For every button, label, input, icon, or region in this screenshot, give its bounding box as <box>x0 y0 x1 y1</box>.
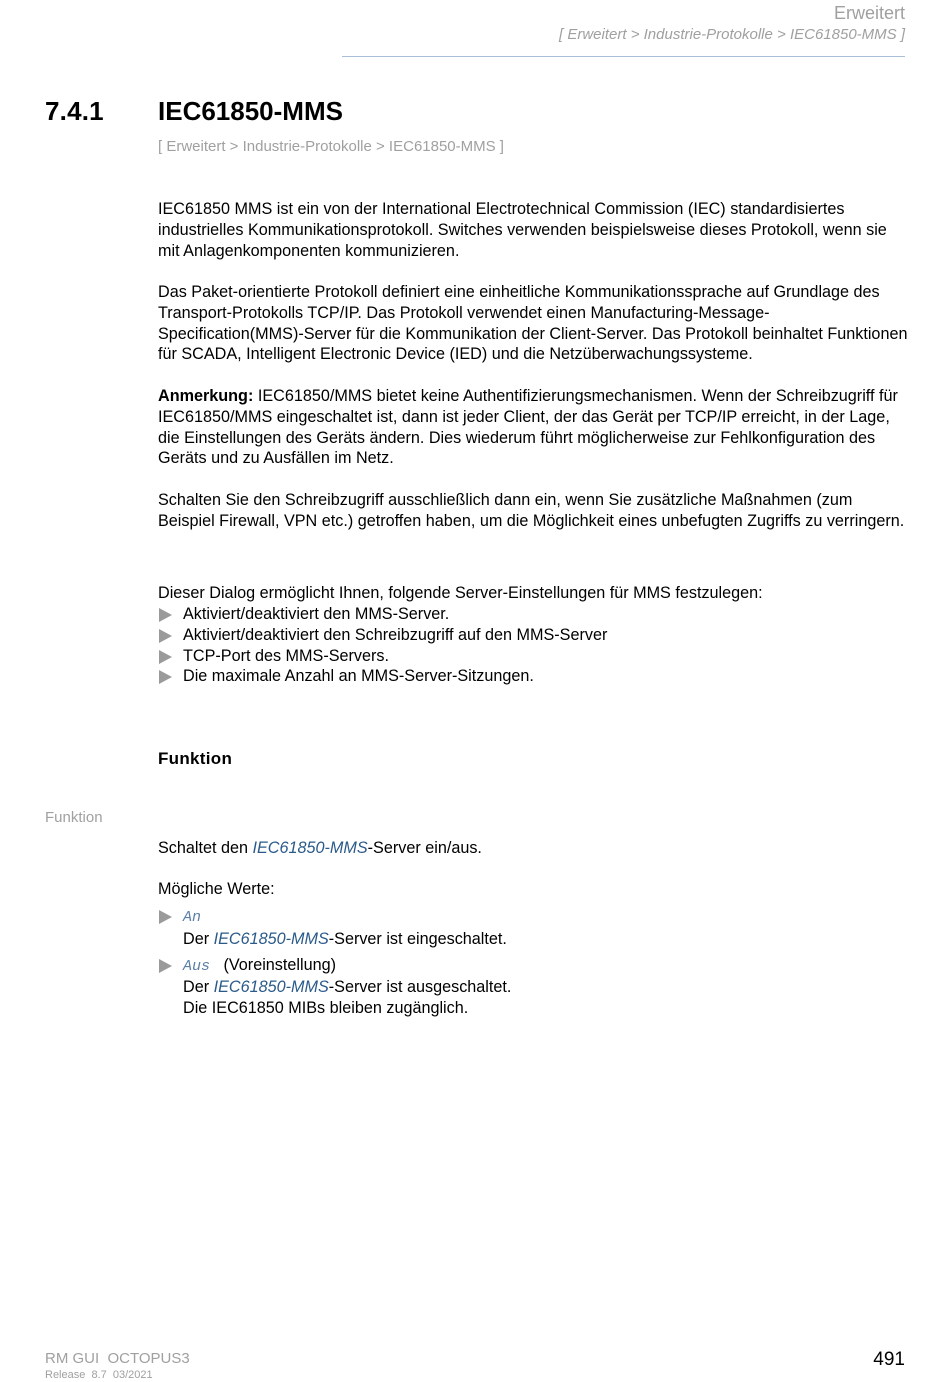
settings-list <box>158 604 908 687</box>
section-title: IEC61850-MMS <box>158 96 343 126</box>
value-name: An <box>183 909 202 926</box>
param-reference[interactable]: IEC61850-MMS <box>252 839 368 857</box>
bullet-triangle-icon <box>159 608 172 622</box>
write-access-paragraph: Schalten Sie den Schreibzugriff ausschließlich dann ein, wenn Sie zusätzliche Maßnahmen (zum Beispiel Firewall, VPN etc.) getroffen haben, um die Möglichkeit eines unbefugten Zugriffs zu verringern. <box>158 491 905 530</box>
dialog-paragraph: Dieser Dialog ermöglicht Ihnen, folgende Server-Einstellungen für MMS festzulegen: <box>158 584 763 602</box>
bullet-triangle-icon <box>159 629 172 643</box>
param-reference[interactable]: IEC61850-MMS <box>213 978 329 997</box>
intro-paragraph: IEC61850 MMS ist ein von der International Electrotechnical Commission (IEC) standardisiertes industrielles Kommunikationsprotokoll. Switches verwenden beispielsweise dieses Protokoll, wenn sie mit Anlagenkomponenten kommunizieren. <box>158 200 887 260</box>
list-item <box>158 625 908 646</box>
protocol-paragraph: Das Paket-orientierte Protokoll definiert eine einheitliche Kommunikationssprache auf Grundlage des Transport-Protokolls TCP/IP. Das Protokoll verwendet einen Manufacturing-Message-Specification(MMS)-Server für die Kommunikation der Client-Server. Das Protokoll beinhaltet Funktionen für SCADA, Intelligent Electronic Device (IED) und die Netzüberwachungssysteme. <box>158 283 908 364</box>
section-number: 7.4.1 <box>45 96 104 126</box>
list-item <box>158 646 908 667</box>
value-desc-pre: Der <box>183 978 214 997</box>
bullet-triangle-icon <box>159 959 172 973</box>
header-divider <box>342 56 905 57</box>
list-item-text: Die maximale Anzahl an MMS-Server-Sitzungen. <box>183 667 534 686</box>
desc-pre: Schaltet den <box>158 839 253 857</box>
footer-release: Release 8.7 03/2021 <box>45 1369 153 1381</box>
bullet-triangle-icon <box>159 650 172 664</box>
bullet-triangle-icon <box>159 910 172 924</box>
value-desc-post: -Server ist ausgeschaltet. <box>328 978 512 997</box>
value-item-aus <box>158 955 908 1019</box>
funktion-margin-label: Funktion <box>45 809 103 826</box>
note-paragraph <box>158 386 908 469</box>
values-list <box>158 906 908 1019</box>
value-desc-post: -Server ist eingeschaltet. <box>328 929 507 948</box>
desc-post: -Server ein/aus. <box>367 839 482 857</box>
param-reference[interactable]: IEC61850-MMS <box>213 929 329 948</box>
list-item-text: Aktiviert/deaktiviert den MMS-Server. <box>183 605 450 623</box>
list-item-text: TCP-Port des MMS-Servers. <box>183 646 389 665</box>
list-item <box>158 604 908 625</box>
bullet-triangle-icon <box>159 670 172 684</box>
value-default-note: (Voreinstellung) <box>223 955 336 974</box>
footer-product: RM GUI OCTOPUS3 <box>45 1350 190 1367</box>
list-item <box>158 666 908 687</box>
value-name: Aus <box>183 957 211 975</box>
value-desc-pre: Der <box>183 929 214 948</box>
funktion-heading: Funktion <box>158 749 233 768</box>
list-item-text: Aktiviert/deaktiviert den Schreibzugriff auf den MMS-Server <box>183 625 608 644</box>
section-breadcrumb: [ Erweitert > Industrie-Protokolle > IEC61850-MMS ] <box>158 138 504 155</box>
values-label: Mögliche Werte: <box>158 880 275 898</box>
page-number: 491 <box>873 1349 905 1370</box>
header-title: Erweitert <box>833 3 905 23</box>
header-breadcrumb: [ Erweitert > Industrie-Protokolle > IEC61850-MMS ] <box>559 26 905 43</box>
value-item-an <box>158 906 908 950</box>
funktion-description <box>158 838 908 859</box>
note-text: IEC61850/MMS bietet keine Authentifizierungsmechanismen. Wenn der Schreibzugriff für IEC61850/MMS eingeschaltet ist, dann ist jeder Client, der das Gerät per TCP/IP erreicht, in der Lage, die Einstellungen des Geräts ändern. Dies wiederum führt möglicherweise zur Fehlkonfiguration des Geräts und zu Ausfällen im Netz. <box>158 387 898 468</box>
value-desc-extra: Die IEC61850 MIBs bleiben zugänglich. <box>183 999 469 1018</box>
note-label: Anmerkung: <box>158 387 254 405</box>
